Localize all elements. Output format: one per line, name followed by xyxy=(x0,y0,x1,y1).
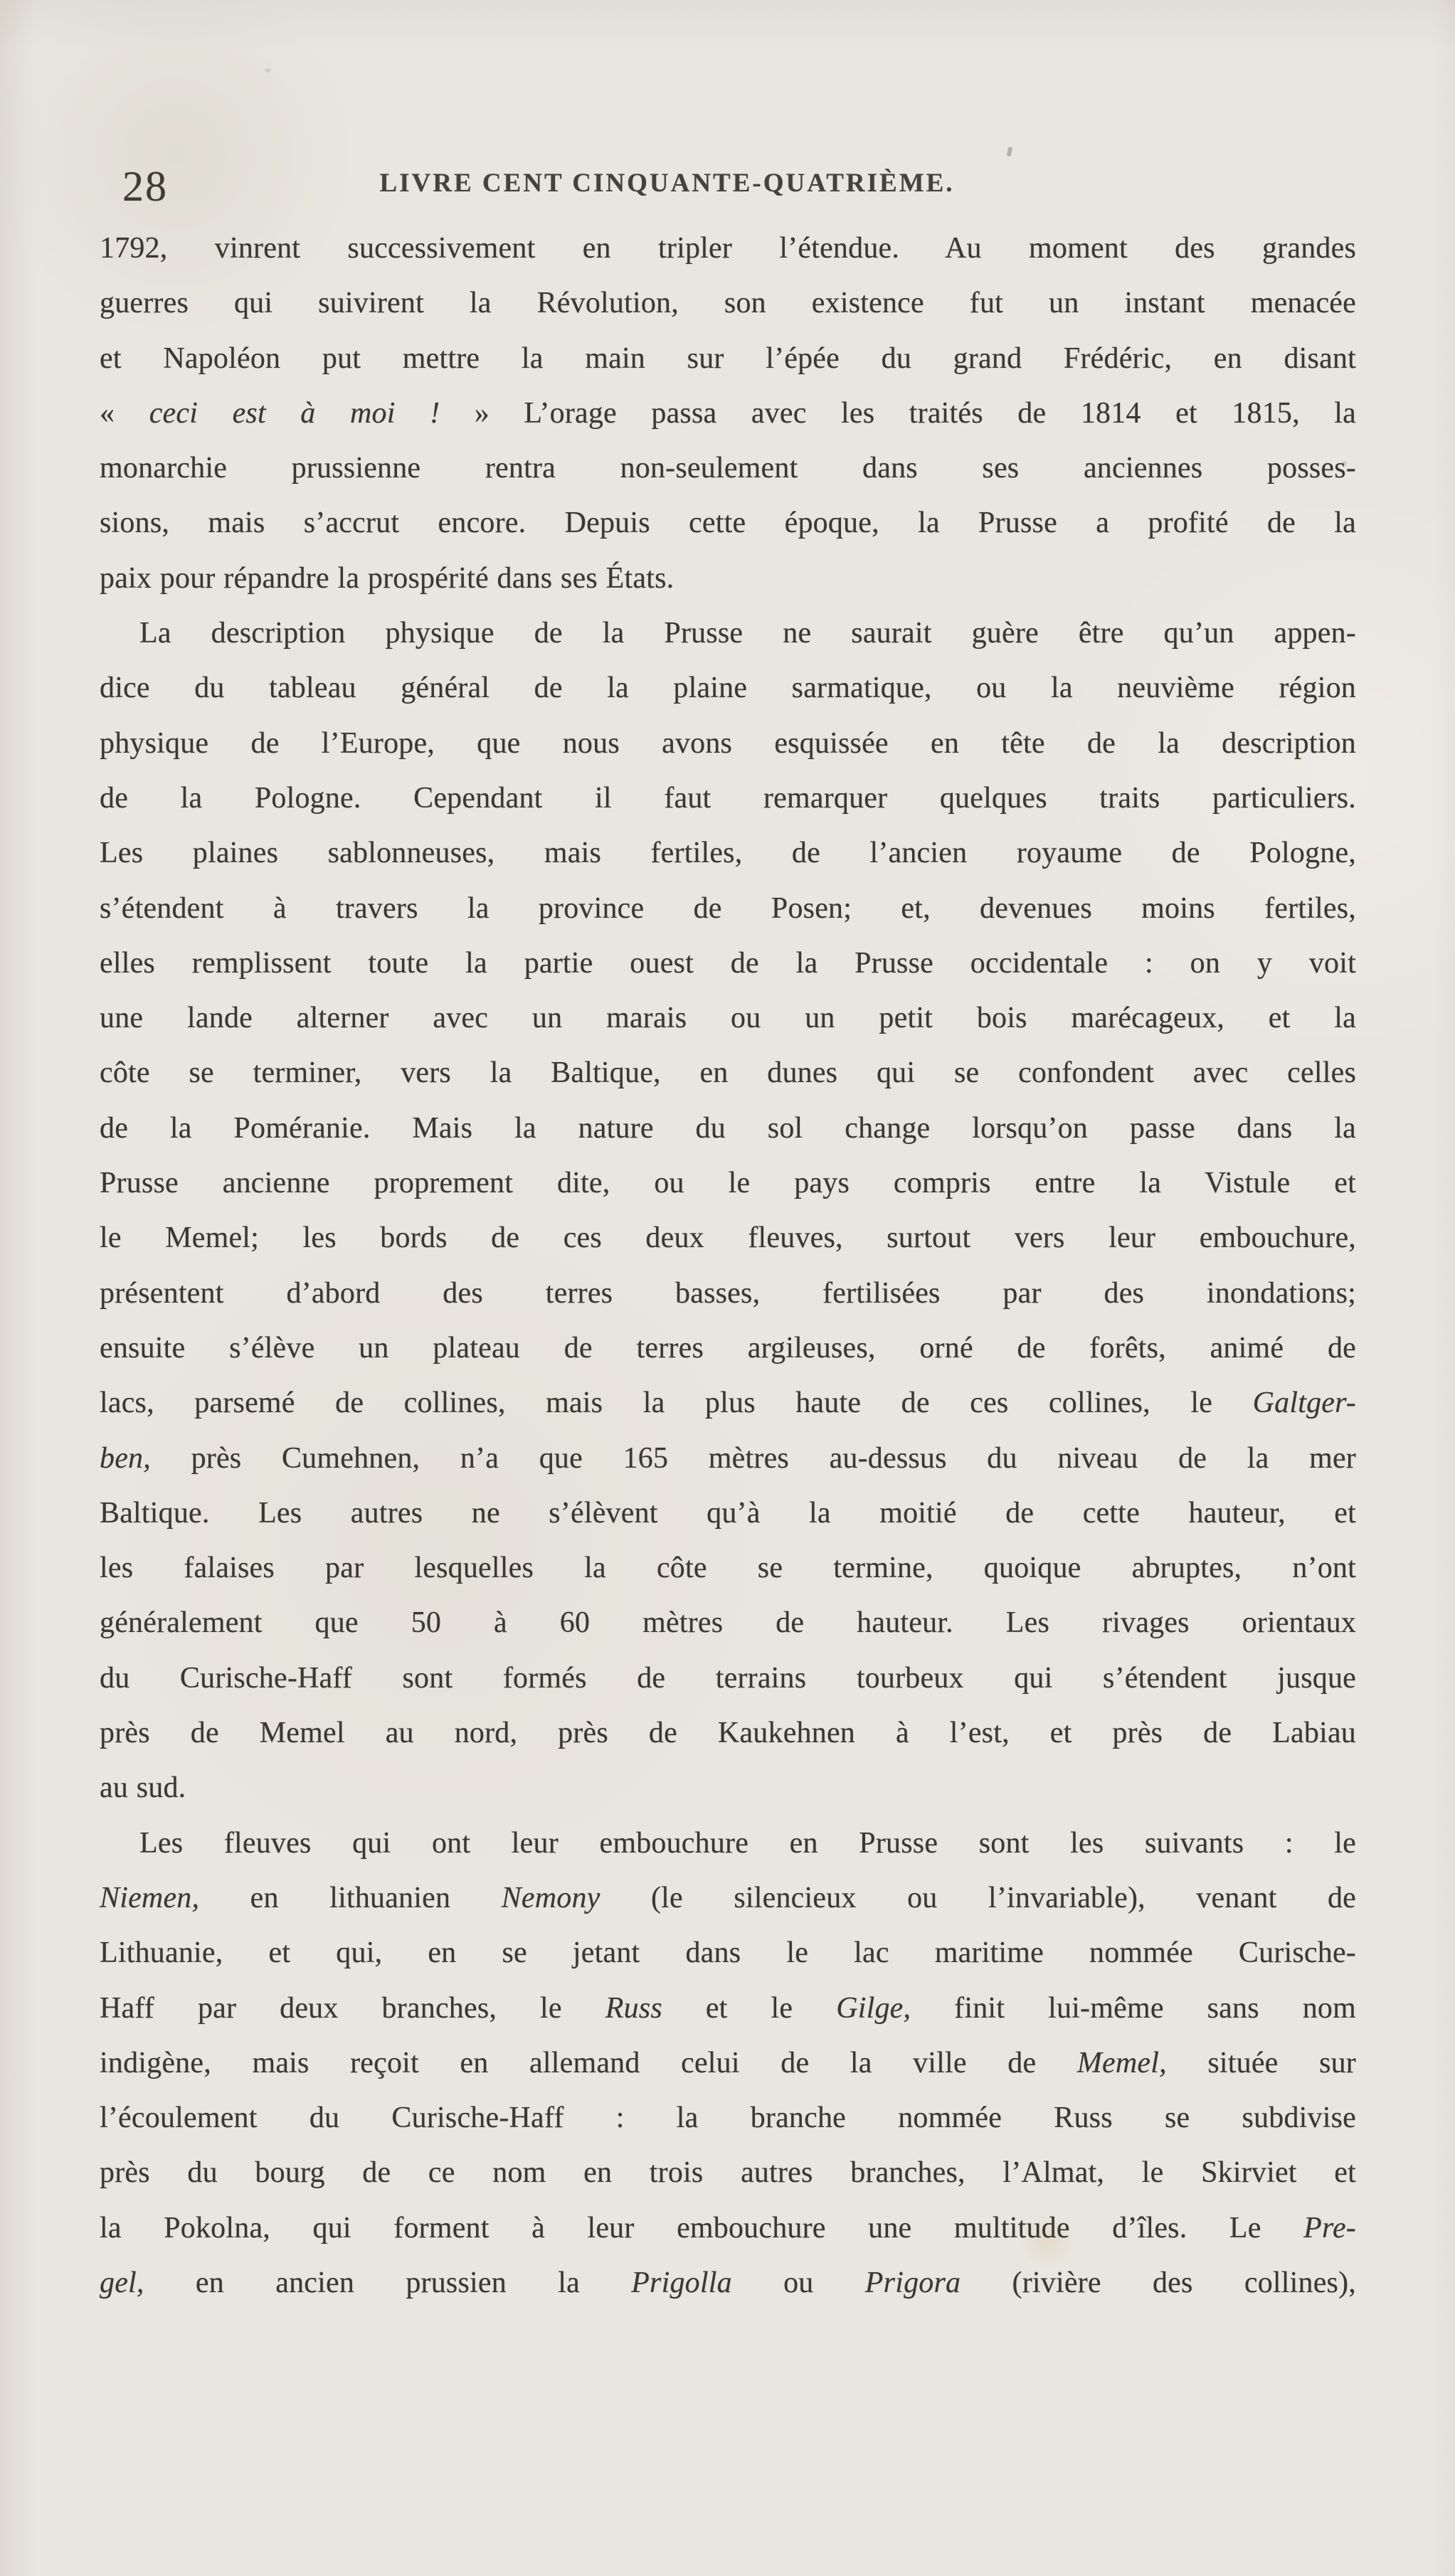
text-segment: finit lui-même sans nom xyxy=(911,1991,1356,2025)
text-segment: Haff par deux branches, le xyxy=(100,1991,605,2025)
text-segment: Lithuanie, et qui, en se jetant dans le lac maritime nommée Curische- xyxy=(100,1936,1356,1970)
text-segment: la Pokolna, qui forment à leur embouchure une multitude d’îles. Le xyxy=(100,2211,1304,2244)
italic-text: Niemen, xyxy=(100,1881,200,1914)
text-segment: Les fleuves qui ont leur embouchure en Prusse sont les suivants : le xyxy=(139,1826,1356,1860)
text-segment: de la Poméranie. Mais la nature du sol change lorsqu’on passe dans la xyxy=(100,1111,1356,1145)
text-segment: l’écoulement du Curische-Haff : la branche nommée Russ se subdivise xyxy=(100,2101,1356,2135)
text-line xyxy=(100,661,1356,716)
text-segment: une lande alterner avec un marais ou un petit bois marécageux, et la xyxy=(100,1002,1356,1035)
text-line xyxy=(100,276,1356,331)
text-line xyxy=(100,1981,1356,2036)
text-line xyxy=(100,332,1356,386)
text-line xyxy=(100,2201,1356,2256)
text-segment: et le xyxy=(662,1991,837,2025)
text-line xyxy=(100,221,1356,276)
text-segment: monarchie prussienne rentra non-seulement dans ses anciennes posses- xyxy=(100,452,1356,485)
text-line xyxy=(100,1376,1356,1431)
text-segment: « xyxy=(100,396,149,430)
text-segment: ou xyxy=(731,2266,865,2299)
text-line xyxy=(100,1101,1356,1156)
text-segment: au sud. xyxy=(100,1771,186,1805)
text-segment: les falaises par lesquelles la côte se termine, quoique abruptes, n’ont xyxy=(100,1552,1356,1585)
text-segment: côte se terminer, vers la Baltique, en dunes qui se confondent avec celles xyxy=(100,1056,1356,1090)
text-line xyxy=(100,1266,1356,1321)
text-line xyxy=(100,771,1356,826)
text-segment: elles remplissent toute la partie ouest de la Prusse occidentale : on y voit xyxy=(100,946,1356,980)
text-line xyxy=(100,1761,1356,1816)
text-segment: en lithuanien xyxy=(199,1881,502,1914)
italic-text: gel, xyxy=(100,2266,144,2299)
page-number: 28 xyxy=(122,163,168,210)
text-segment: le Memel; les bords de ces deux fleuves, surtout vers leur embouchure, xyxy=(100,1221,1356,1255)
italic-text: ceci est à moi ! xyxy=(149,396,440,430)
text-line xyxy=(100,496,1356,551)
text-line xyxy=(100,1321,1356,1376)
text-segment: en ancien prussien la xyxy=(144,2266,632,2299)
paper-speck xyxy=(1342,461,1347,466)
text-line xyxy=(100,936,1356,991)
text-segment: de la Pologne. Cependant il faut remarquer quelques traits particuliers. xyxy=(100,781,1356,815)
text-line xyxy=(100,606,1356,661)
text-segment: sions, mais s’accrut encore. Depuis cette époque, la Prusse a profité de la xyxy=(100,507,1356,540)
text-segment: » L’orage passa avec les traités de 1814 et 1815, la xyxy=(440,396,1356,430)
text-segment: guerres qui suivirent la Révolution, son existence fut un instant menacée xyxy=(100,287,1356,320)
text-line xyxy=(100,716,1356,771)
text-line xyxy=(100,1871,1356,1926)
paper-speck xyxy=(1007,147,1013,157)
text-line xyxy=(100,1651,1356,1706)
text-segment: du Curische-Haff sont formés de terrains tourbeux qui s’étendent jusque xyxy=(100,1661,1356,1695)
text-line xyxy=(100,1486,1356,1541)
italic-text: Pre- xyxy=(1303,2211,1356,2244)
italic-text: ben, xyxy=(100,1441,151,1475)
text-segment: physique de l’Europe, que nous avons esquissée en tête de la description xyxy=(100,726,1356,760)
italic-text: Prigora xyxy=(864,2266,961,2299)
text-segment: paix pour répandre la prospérité dans ses États. xyxy=(100,561,674,595)
text-segment: dice du tableau général de la plaine sarmatique, ou la neuvième région xyxy=(100,672,1356,705)
text-line xyxy=(100,991,1356,1046)
text-line xyxy=(100,1596,1356,1650)
text-line xyxy=(100,1046,1356,1101)
italic-text: Nemony xyxy=(501,1881,600,1914)
paper-speck xyxy=(265,68,271,73)
text-segment: La description physique de la Prusse ne saurait guère être qu’un appen- xyxy=(139,617,1356,650)
text-line xyxy=(100,386,1356,441)
text-line xyxy=(100,881,1356,936)
text-line xyxy=(100,1156,1356,1211)
text-line xyxy=(100,2036,1356,2091)
text-segment: (rivière des collines), xyxy=(961,2266,1356,2299)
text-segment: Baltique. Les autres ne s’élèvent qu’à la moitié de cette hauteur, et xyxy=(100,1496,1356,1530)
page-body xyxy=(100,221,1356,2311)
text-line xyxy=(100,2146,1356,2200)
text-segment: près du bourg de ce nom en trois autres branches, l’Almat, le Skirviet et xyxy=(100,2156,1356,2190)
text-line xyxy=(100,826,1356,881)
text-line xyxy=(100,1541,1356,1596)
italic-text: Prigolla xyxy=(631,2266,732,2299)
text-line xyxy=(100,1706,1356,1761)
text-segment: Les plaines sablonneuses, mais fertiles, de l’ancien royaume de Pologne, xyxy=(100,837,1356,870)
text-segment: s’étendent à travers la province de Posen; et, devenues moins fertiles, xyxy=(100,891,1356,925)
text-line xyxy=(100,1926,1356,1981)
italic-text: Russ xyxy=(605,1991,662,2025)
italic-text: Galtger- xyxy=(1252,1387,1356,1420)
text-segment: près de Memel au nord, près de Kaukehnen à l’est, et près de Labiau xyxy=(100,1717,1356,1750)
text-segment: et Napoléon put mettre la main sur l’épée du grand Frédéric, en disant xyxy=(100,341,1356,375)
text-segment: située sur xyxy=(1166,2046,1356,2079)
text-segment: près Cumehnen, n’a que 165 mètres au-dessus du niveau de la mer xyxy=(150,1441,1356,1475)
text-line xyxy=(100,1211,1356,1266)
text-line xyxy=(100,2091,1356,2146)
text-segment: (le silencieux ou l’invariable), venant de xyxy=(600,1881,1356,1914)
text-segment: généralement que 50 à 60 mètres de hauteur. Les rivages orientaux xyxy=(100,1606,1356,1640)
text-segment: lacs, parsemé de collines, mais la plus haute de ces collines, le xyxy=(100,1387,1253,1420)
text-segment: présentent d’abord des terres basses, fertilisées par des inondations; xyxy=(100,1276,1356,1310)
text-line xyxy=(100,1816,1356,1871)
text-segment: 1792, vinrent successivement en tripler l’étendue. Au moment des grandes xyxy=(100,232,1356,265)
text-segment: Prusse ancienne proprement dite, ou le pays compris entre la Vistule et xyxy=(100,1167,1356,1200)
text-line xyxy=(100,441,1356,496)
text-segment: ensuite s’élève un plateau de terres argileuses, orné de forêts, animé de xyxy=(100,1331,1356,1364)
text-line xyxy=(100,2256,1356,2311)
italic-text: Memel, xyxy=(1076,2046,1167,2079)
italic-text: Gilge, xyxy=(836,1991,911,2025)
text-line xyxy=(100,1431,1356,1486)
text-line xyxy=(100,551,1356,606)
text-segment: indigène, mais reçoit en allemand celui de la ville de xyxy=(100,2046,1077,2079)
running-title: LIVRE CENT CINQUANTE-QUATRIÈME. xyxy=(379,169,955,198)
